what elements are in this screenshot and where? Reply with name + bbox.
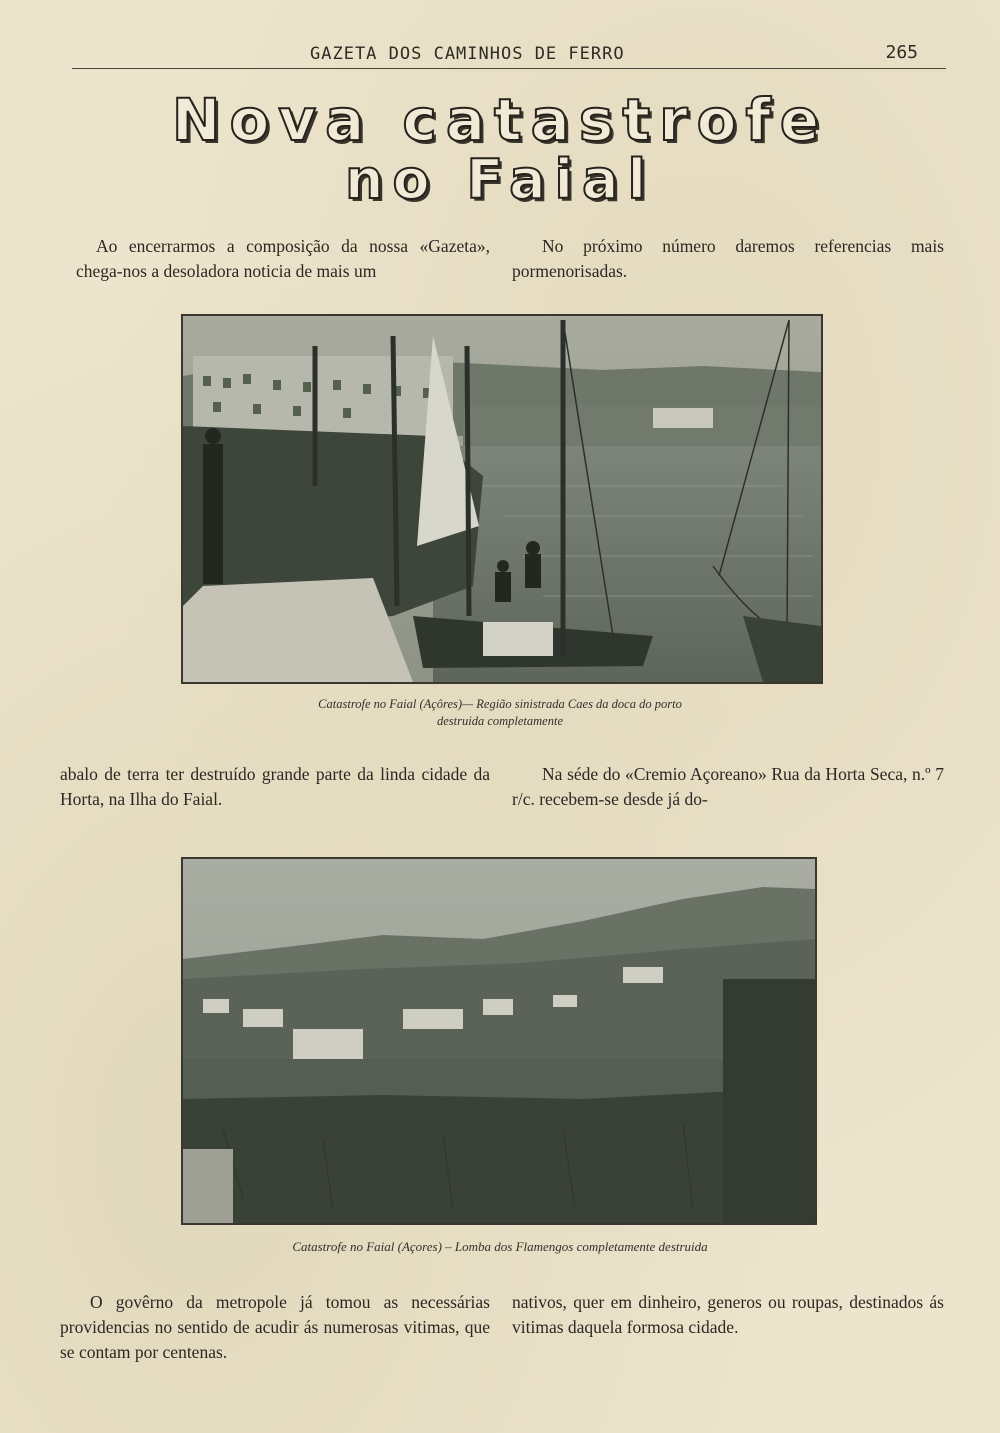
landscape-caption-line-1: Catastrofe no Faial (Açores) – Lomba dos Flamengos completamente destruida [292, 1239, 708, 1254]
harbor-caption-line-1: Catastrofe no Faial (Açôres)— Região sinistrada Caes da doca do porto [318, 697, 682, 711]
intro-left-paragraph: Ao encerrarmos a composição da nossa «Gazeta», chega-nos a desoladora noticia de mais um [76, 236, 490, 281]
bottom-left-paragraph: O govêrno da metropole já tomou as necessárias providencias no sentido de acudir ás numerosas vitimas, que se contam por centenas. [60, 1292, 490, 1362]
article-title-line-1: Nova catastrofe [171, 86, 829, 154]
harbor-photo-caption [0, 696, 1000, 730]
mid-right-paragraph: Na séde do «Cremio Açoreano» Rua da Horta Seca, n.º 7 r/c. recebem-se desde já do- [512, 764, 944, 809]
mid-left-paragraph: abalo de terra ter destruído grande parte da linda cidade da Horta, na Ilha do Faial. [60, 764, 490, 809]
article-title-line-2: no Faial [345, 148, 655, 211]
intro-right-paragraph: No próximo número daremos referencias mais pormenorisadas. [512, 236, 944, 281]
page-number: 265 [885, 42, 918, 63]
harbor-photo [181, 314, 823, 684]
bottom-right-paragraph: nativos, quer em dinheiro, generos ou roupas, destinados ás vitimas daquela formosa cidade. [512, 1292, 944, 1337]
landscape-photo [181, 857, 817, 1225]
landscape-photo-caption [0, 1238, 1000, 1255]
harbor-caption-line-2: destruida completamente [436, 714, 563, 728]
running-title: GAZETA DOS CAMINHOS DE FERRO [310, 44, 625, 64]
page-header [72, 42, 946, 69]
